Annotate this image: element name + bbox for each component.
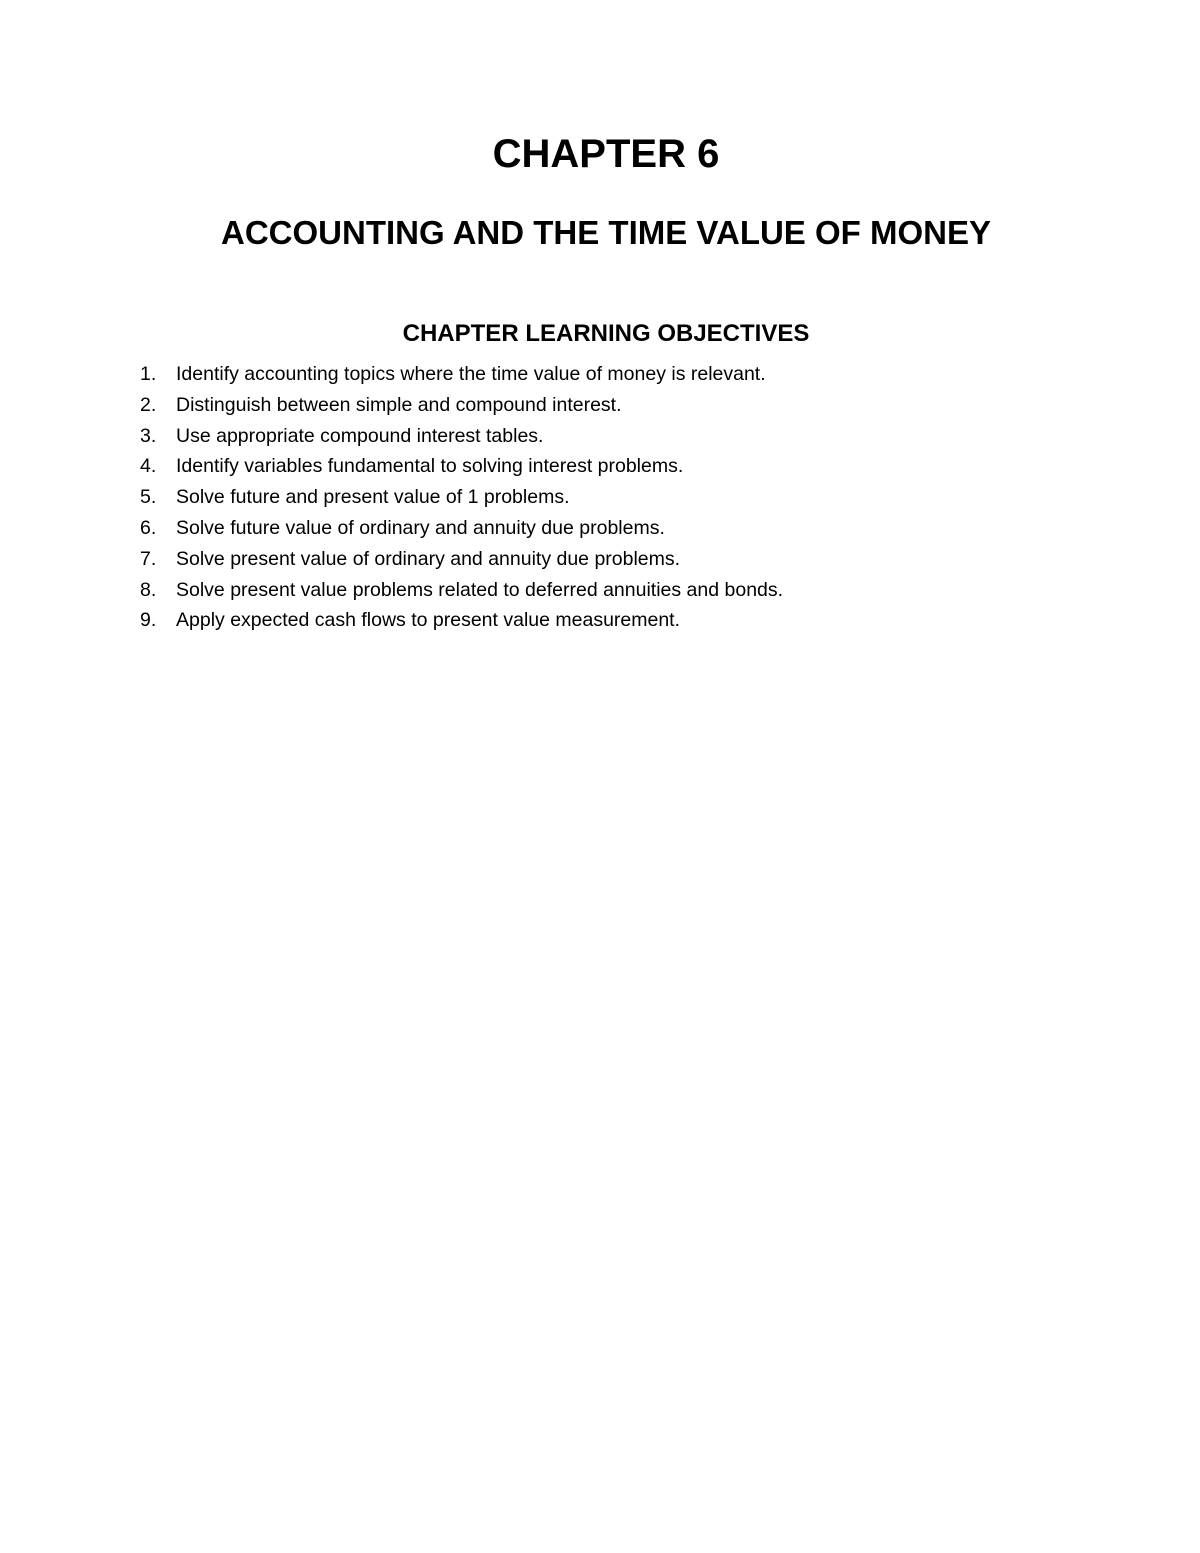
objectives-list (140, 361, 1040, 638)
chapter-title: ACCOUNTING AND THE TIME VALUE OF MONEY (221, 214, 991, 251)
chapter-number: CHAPTER 6 (492, 132, 720, 176)
objective-text: Solve present value of ordinary and annuity due problems. (176, 547, 681, 570)
objective-number: 6. (140, 516, 157, 539)
objective-text: Apply expected cash flows to present value measurement. (176, 609, 681, 632)
objective-item (140, 515, 1040, 546)
objective-text: Distinguish between simple and compound interest. (176, 393, 622, 416)
objective-item (140, 392, 1040, 423)
objective-number: 4. (140, 455, 157, 478)
objective-number: 7. (140, 547, 157, 570)
objective-text: Use appropriate compound interest tables. (176, 424, 544, 447)
objective-item (140, 607, 1040, 638)
objective-item (140, 484, 1040, 515)
objective-item (140, 546, 1040, 577)
objective-item (140, 453, 1040, 484)
objective-text: Solve present value problems related to deferred annuities and bonds. (176, 578, 784, 601)
objective-text: Identify variables fundamental to solving interest problems. (176, 455, 684, 478)
objectives-heading: CHAPTER LEARNING OBJECTIVES (402, 320, 810, 347)
objective-item (140, 423, 1040, 454)
objective-number: 2. (140, 393, 157, 416)
objective-number: 8. (140, 578, 157, 601)
objective-number: 5. (140, 486, 157, 509)
objective-number: 1. (140, 363, 157, 385)
objective-text: Solve future value of ordinary and annuity due problems. (176, 516, 665, 539)
objective-number: 3. (140, 424, 157, 447)
objective-item (140, 577, 1040, 608)
objective-item (140, 361, 1040, 392)
objective-text: Solve future and present value of 1 problems. (176, 486, 570, 509)
objective-number: 9. (140, 609, 157, 632)
objective-text: Identify accounting topics where the time value of money is relevant. (176, 363, 766, 385)
